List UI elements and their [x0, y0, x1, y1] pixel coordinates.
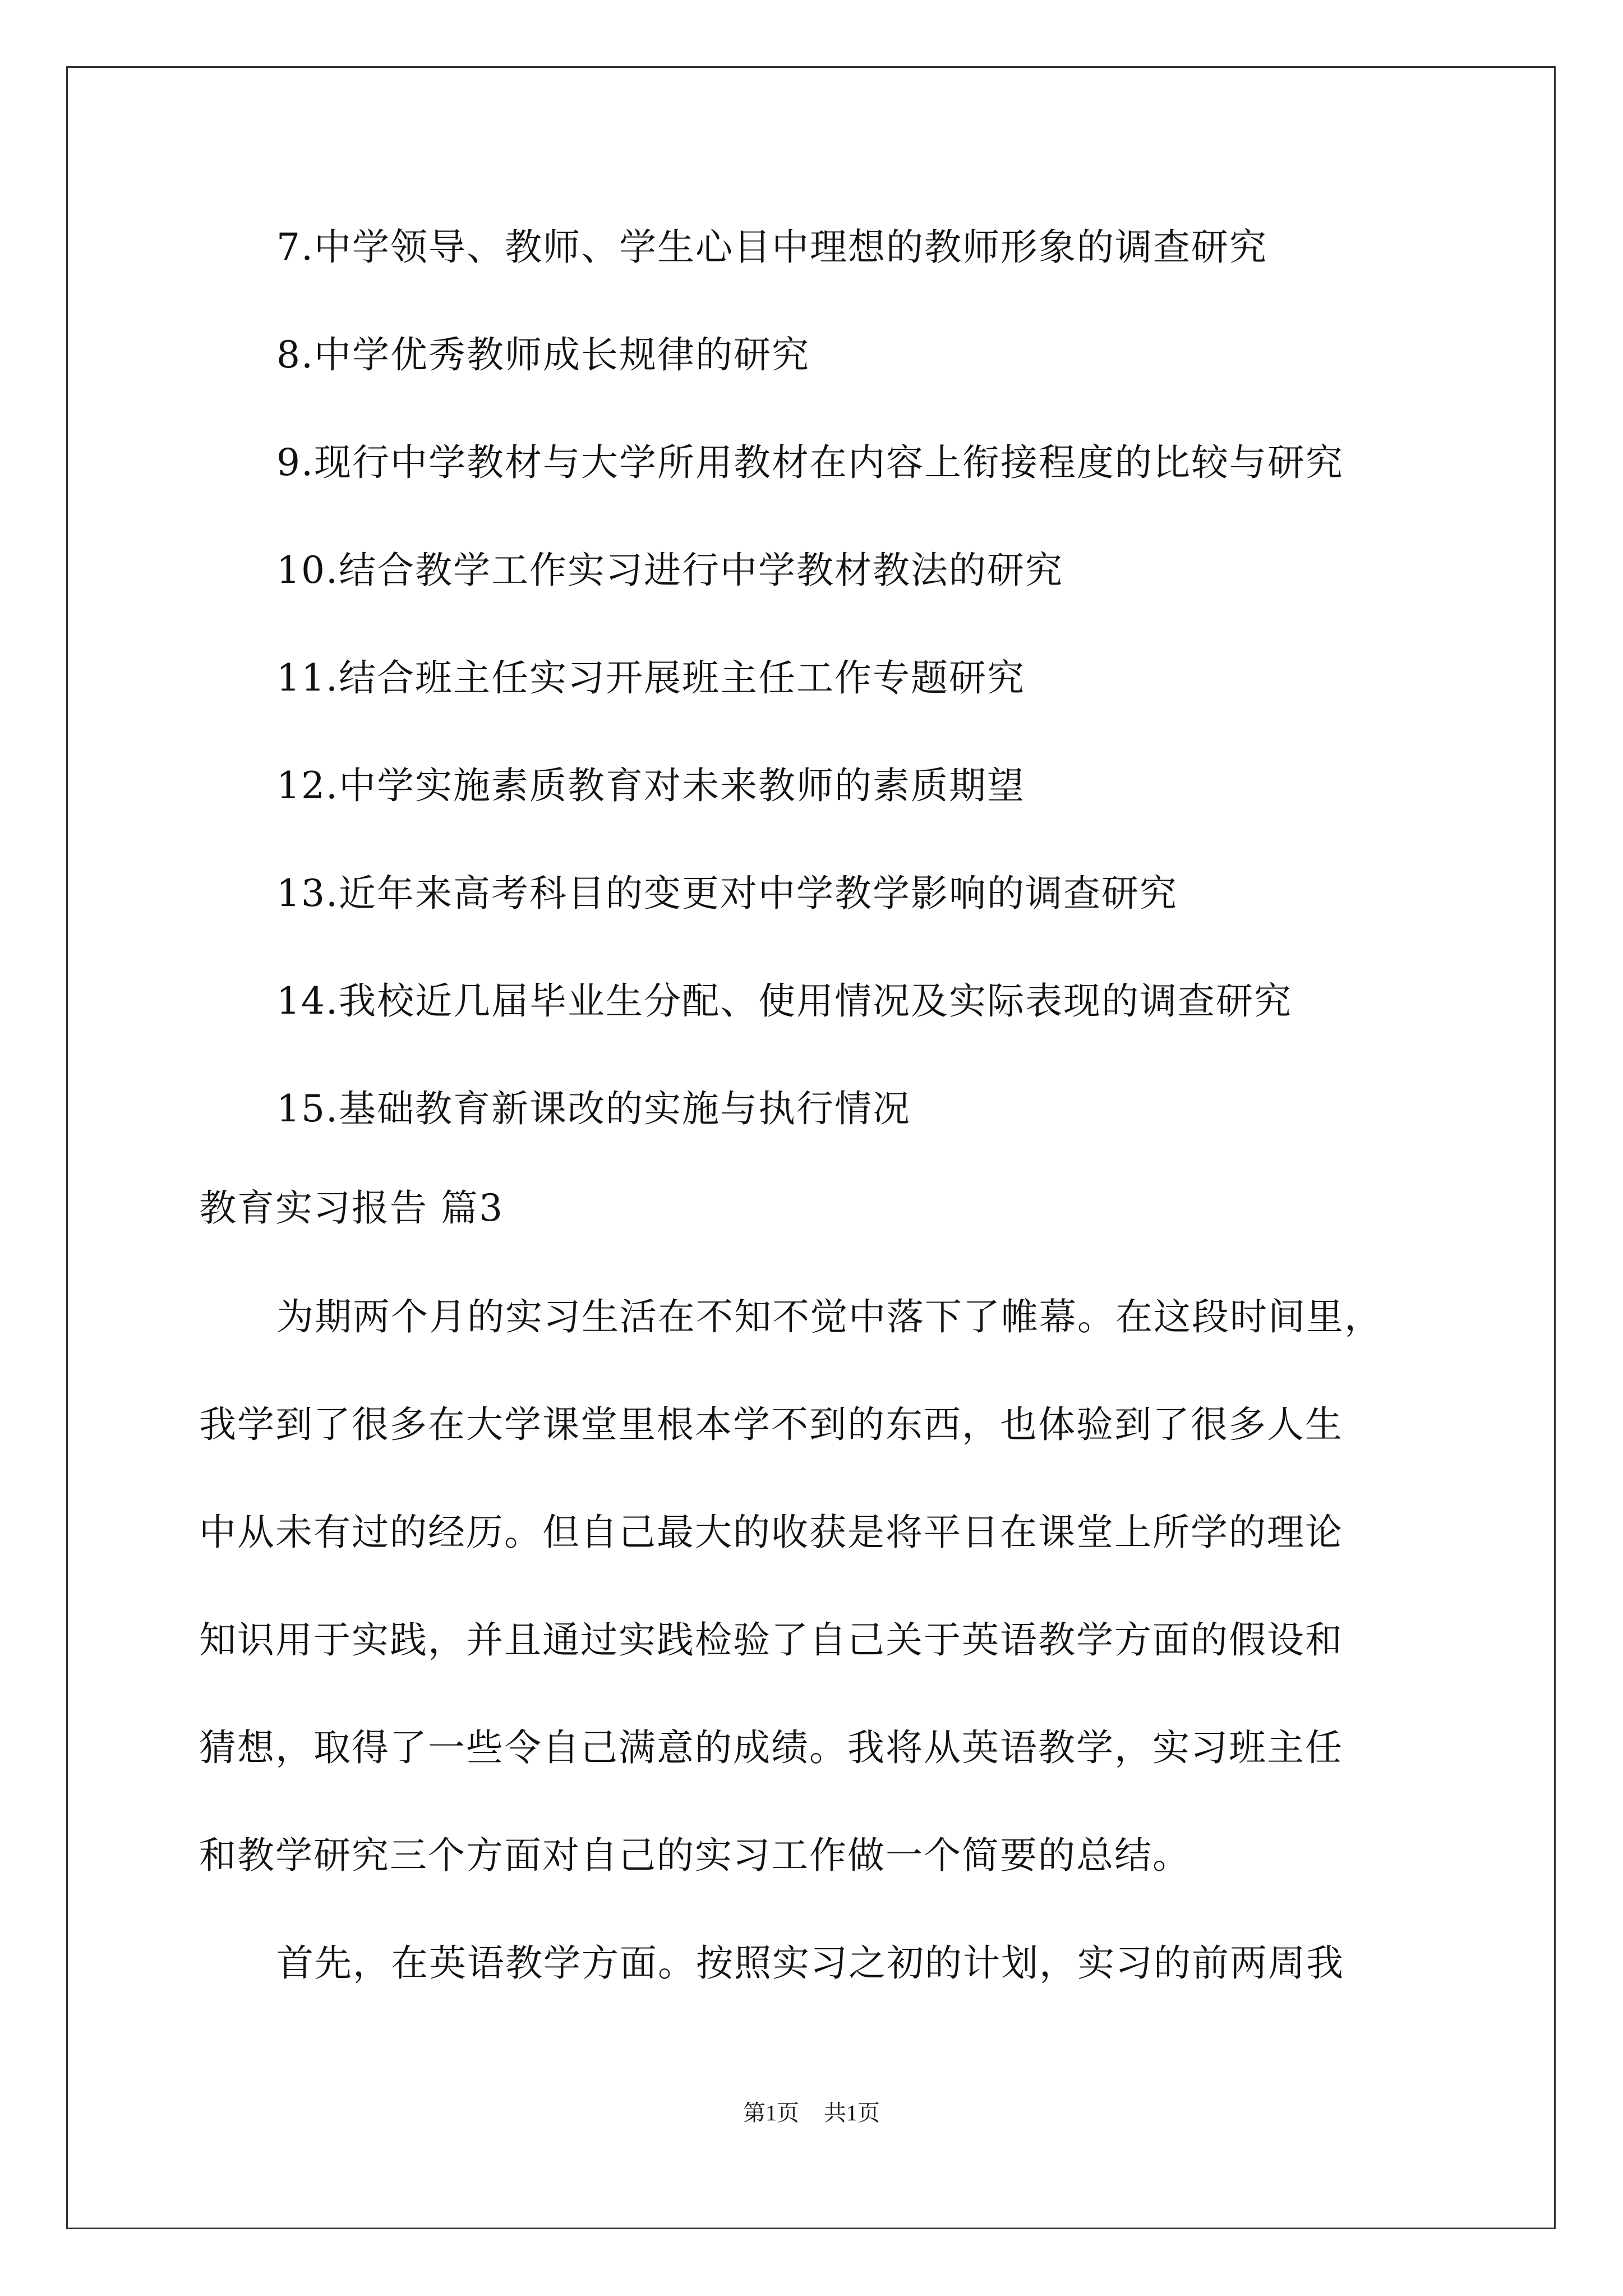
list-item: 15.基础教育新课改的实施与执行情况	[276, 1087, 911, 1130]
list-item: 14.我校近几届毕业生分配、使用情况及实际表现的调查研究	[276, 979, 1292, 1023]
list-item: 12.中学实施素质教育对未来教师的素质期望	[276, 764, 1025, 807]
page-border	[66, 66, 1556, 2229]
list-item: 13.近年来高考科目的变更对中学教学影响的调查研究	[276, 872, 1178, 915]
list-item: 10.结合教学工作实习进行中学教材教法的研究	[276, 549, 1063, 592]
page-footer	[0, 2099, 1623, 2127]
page-number: 第1页	[743, 2100, 799, 2125]
list-item: 11.结合班主任实习开展班主任工作专题研究	[276, 656, 1025, 700]
list-item: 7.中学领导、教师、学生心目中理想的教师形象的调查研究	[276, 226, 1267, 269]
paragraph-line: 和教学研究三个方面对自己的实习工作做一个简要的总结。	[199, 1834, 1191, 1877]
paragraph-line: 猜想，取得了一些令自己满意的成绩。我将从英语教学，实习班主任	[199, 1726, 1343, 1769]
paragraph-line: 我学到了很多在大学课堂里根本学不到的东西，也体验到了很多人生	[199, 1403, 1343, 1446]
paragraph-line: 中从未有过的经历。但自己最大的收获是将平日在课堂上所学的理论	[199, 1511, 1343, 1554]
list-item: 9.现行中学教材与大学所用教材在内容上衔接程度的比较与研究	[276, 441, 1344, 484]
page-total: 共1页	[824, 2100, 880, 2125]
paragraph-line: 知识用于实践，并且通过实践检验了自己关于英语教学方面的假设和	[199, 1618, 1343, 1662]
paragraph-line: 为期两个月的实习生活在不知不觉中落下了帷幕。在这段时间里，	[276, 1295, 1382, 1338]
paragraph-line: 首先，在英语教学方面。按照实习之初的计划，实习的前两周我	[276, 1941, 1344, 1985]
list-item: 8.中学优秀教师成长规律的研究	[276, 333, 810, 376]
section-title: 教育实习报告 篇3	[199, 1186, 504, 1230]
